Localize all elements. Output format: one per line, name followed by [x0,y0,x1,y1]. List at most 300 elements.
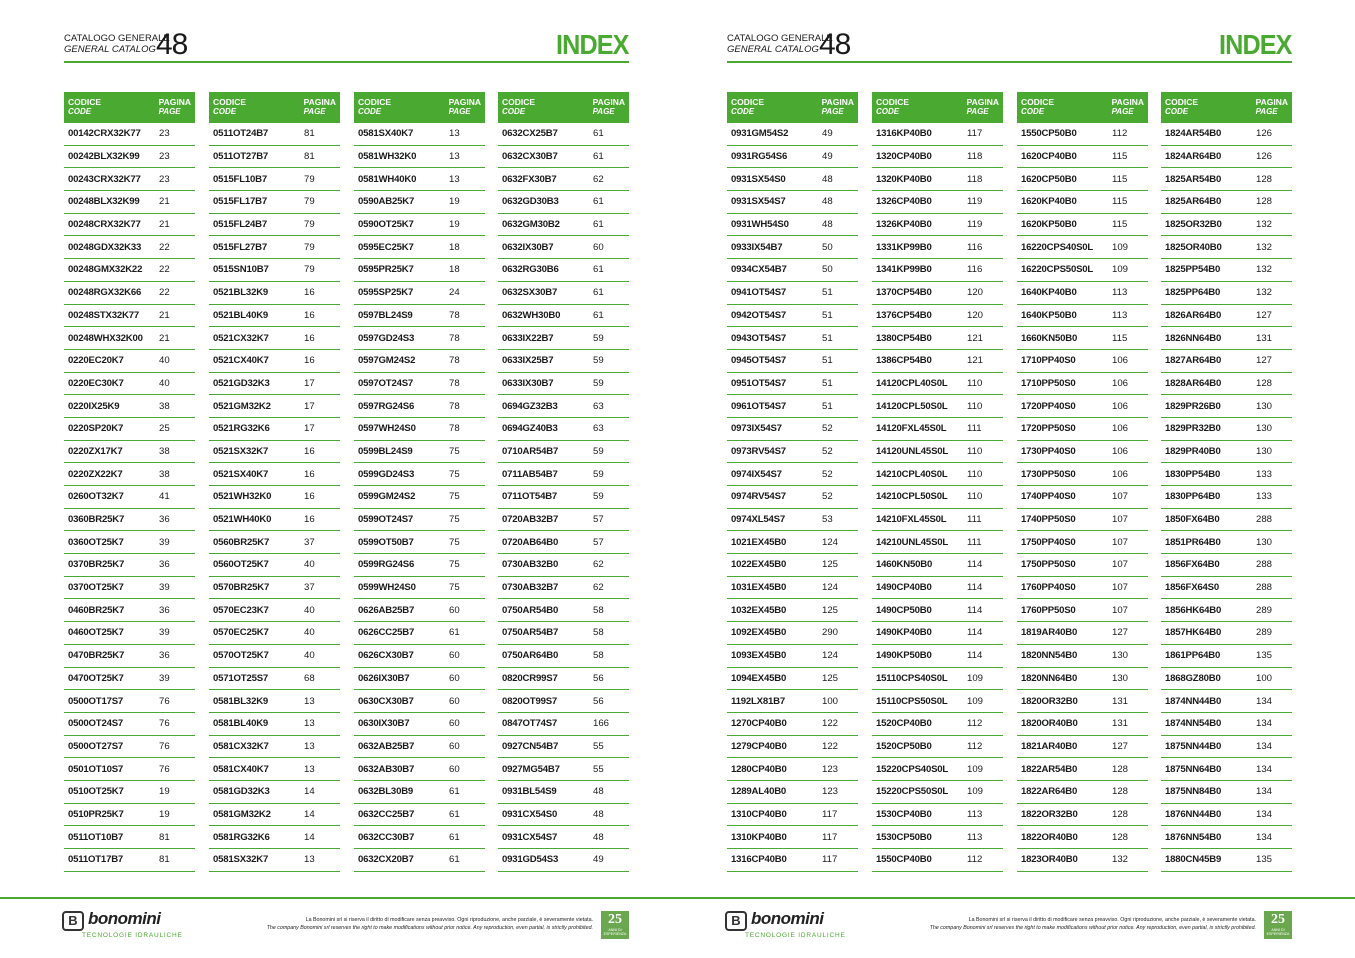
page-ref: 59 [593,377,604,389]
page-ref: 128 [1256,196,1273,208]
product-code: 14120UNL45S0L [876,445,949,457]
table-row [498,146,629,169]
product-code: 0931CX54S7 [502,831,558,843]
page-ref: 110 [967,445,983,457]
table-row [727,236,858,259]
catalog-label-en: GENERAL CATALOG [64,44,156,55]
page-ref: 106 [1112,377,1129,389]
product-code: 0847OT74S7 [502,718,558,730]
product-code: 0511OT27B7 [213,151,269,163]
index-table [872,92,1003,872]
product-code: 0581WH32K0 [358,151,417,163]
catalog-label-it: CATALOGO GENERALE [727,33,833,44]
product-code: 00248GMX32K22 [68,264,143,276]
table-header [727,92,858,123]
table-row [498,236,629,259]
product-code: 0521SX40K7 [213,468,269,480]
page-ref: 60 [593,241,604,253]
table-row [1017,804,1148,827]
product-code: 14210CPL40S0L [876,468,948,480]
page-ref: 49 [593,854,604,866]
page-ref: 126 [1256,128,1273,140]
product-code: 14120CPL40S0L [876,377,948,389]
table-row [1161,236,1292,259]
code-header-it: CODICE [358,97,392,107]
page-ref: 51 [822,332,833,344]
page-ref: 23 [159,128,170,140]
product-code: 0599WH24S0 [358,582,416,594]
table-row [1161,373,1292,396]
page-ref: 37 [304,536,315,548]
product-code: 1829PR40B0 [1165,445,1221,457]
product-code: 0521BL40K9 [213,309,269,321]
page-ref: 60 [449,672,460,684]
product-code: 15110CPS40S0L [876,672,948,684]
product-code: 0943OT54S7 [731,332,787,344]
page-header-en: PAGE [303,107,326,116]
page-ref: 125 [822,672,839,684]
page-ref: 114 [967,582,983,594]
table-row [1017,350,1148,373]
index-title: INDEX [556,29,629,60]
product-code: 1826AR64B0 [1165,309,1222,321]
product-code: 0632CX20B7 [358,854,414,866]
product-code: 0370BR25K7 [68,559,125,571]
page-header-en: PAGE [592,107,615,116]
page-ref: 132 [1256,264,1273,276]
product-code: 0599RG24S6 [358,559,415,571]
table-row [354,305,485,328]
product-code: 1022EX45B0 [731,559,787,571]
product-code: 0370OT25K7 [68,582,124,594]
table-row [354,804,485,827]
table-row [1017,758,1148,781]
table-row [498,350,629,373]
table-row [872,826,1003,849]
table-row [64,327,195,350]
table-header [64,92,195,123]
page-ref: 288 [1256,514,1273,526]
table-row [1017,259,1148,282]
page-ref: 120 [967,309,984,321]
badge-text: ANNI DI ESPERIENZA [1266,928,1290,936]
product-code: 1820NN54B0 [1021,650,1078,662]
table-row [872,668,1003,691]
table-row [64,531,195,554]
product-code: 00248BLX32K99 [68,196,140,208]
page-ref: 38 [159,445,170,457]
product-code: 1289AL40B0 [731,786,787,798]
table-row [209,395,340,418]
page-ref: 50 [822,241,833,253]
page-header-en: PAGE [1111,107,1134,116]
product-code: 0220EC20K7 [68,355,124,367]
table-row [64,441,195,464]
page-ref: 58 [593,627,604,639]
page-ref: 63 [593,423,604,435]
index-table [64,92,195,872]
product-code: 0632CX25B7 [502,128,558,140]
product-code: 1326KP40B0 [876,219,932,231]
table-row [209,123,340,146]
table-row [354,736,485,759]
page-ref: 121 [967,332,984,344]
product-code: 1620CP50B0 [1021,173,1077,185]
page-ref: 16 [304,445,315,457]
page-ref: 61 [593,196,604,208]
index-table [727,92,858,872]
page-ref: 109 [967,672,984,684]
product-code: 0511OT10B7 [68,831,124,843]
product-code: 1875NN44B0 [1165,740,1222,752]
table-row [872,214,1003,237]
table-row [354,123,485,146]
page-ref: 76 [159,740,170,752]
product-code: 0521WH32K0 [213,491,272,503]
table-row [1017,622,1148,645]
table-row [209,713,340,736]
table-row [209,146,340,169]
legal-notice-it: La Bonomini srl si riserva il diritto di modificare senza preavviso. Ogni riproduzione, anche parziale, è severamente vietata. [305,917,593,923]
table-row [209,509,340,532]
page-ref: 134 [1256,695,1273,707]
product-code: 1760PP50S0 [1021,604,1076,616]
table-row [727,486,858,509]
table-row [354,781,485,804]
table-row [354,554,485,577]
product-code: 0931CX54S0 [502,808,558,820]
product-code: 0581RG32K6 [213,831,270,843]
table-row [498,668,629,691]
table-row [498,690,629,713]
page-ref: 51 [822,287,833,299]
table-row [727,418,858,441]
product-code: 1823OR40B0 [1021,854,1078,866]
product-code: 0632CX30B7 [502,151,558,163]
page-ref: 115 [1112,219,1128,231]
page-ref: 110 [967,400,983,412]
product-code: 1822AR64B0 [1021,786,1078,798]
page-ref: 48 [593,831,604,843]
product-code: 0511OT24B7 [213,128,269,140]
table-row [727,758,858,781]
page-ref: 130 [1256,400,1273,412]
product-code: 0220IX25K9 [68,400,120,412]
table-row [872,236,1003,259]
page-ref: 48 [593,786,604,798]
page-ref: 16 [304,491,315,503]
table-row [872,123,1003,146]
page-left [0,0,677,958]
page-ref: 115 [1112,151,1128,163]
table-row [498,531,629,554]
page-ref: 40 [159,355,170,367]
page-header-it: PAGINA [966,97,999,107]
table-row [64,214,195,237]
product-code: 0961OT54S7 [731,400,787,412]
product-code: 1856FX64B0 [1165,559,1220,571]
table-row [209,463,340,486]
table-row [354,668,485,691]
page-ref: 132 [1112,854,1129,866]
product-code: 1370CP54B0 [876,287,932,299]
product-code: 0521GM32K2 [213,400,271,412]
page-ref: 106 [1112,468,1129,480]
table-row [64,486,195,509]
page-ref: 75 [449,559,460,571]
product-code: 1092EX45B0 [731,627,787,639]
page-ref: 51 [822,377,833,389]
page-ref: 130 [1256,423,1273,435]
product-code: 0750AR54B0 [502,604,559,616]
product-code: 0720AB32B7 [502,514,559,526]
page-header-it: PAGINA [1255,97,1288,107]
page-ref: 39 [159,536,170,548]
page-ref: 78 [449,423,460,435]
page-ref: 79 [304,219,315,231]
product-code: 0632IX30B7 [502,241,554,253]
table-row [209,373,340,396]
page-header-en: PAGE [966,107,989,116]
page-ref: 134 [1256,740,1273,752]
table-row [209,690,340,713]
table-row [872,804,1003,827]
product-code: 0694GZ40B3 [502,423,558,435]
product-code: 0581SX40K7 [358,128,414,140]
product-code: 1730PP40S0 [1021,445,1076,457]
page-ref: 109 [967,695,984,707]
table-row [209,418,340,441]
page-ref: 24 [449,287,460,299]
page-ref: 111 [967,514,982,526]
table-row [354,577,485,600]
product-code: 14210CPL50S0L [876,491,948,503]
table-row [209,804,340,827]
product-code: 1490CP40B0 [876,582,932,594]
header-divider [64,61,629,63]
product-code: 00142CRX32K77 [68,128,141,140]
page-ref: 126 [1256,151,1273,163]
page-ref: 81 [159,831,170,843]
product-code: 1720PP50S0 [1021,423,1076,435]
page-ref: 123 [822,763,839,775]
code-header-it: CODICE [876,97,910,107]
table-row [354,531,485,554]
page-ref: 124 [822,536,839,548]
page-ref: 114 [967,627,983,639]
page-ref: 57 [593,536,604,548]
product-code: 1825PP64B0 [1165,287,1221,299]
table-row [498,373,629,396]
code-header-en: CODE [876,107,900,116]
product-code: 0633IX22B7 [502,332,554,344]
product-code: 00243CRX32K77 [68,173,141,185]
page-ref: 17 [304,400,315,412]
table-row [209,350,340,373]
product-code: 1520CP50B0 [876,740,932,752]
table-row [1017,441,1148,464]
product-code: 1279CP40B0 [731,740,787,752]
page-ref: 81 [159,854,170,866]
product-code: 1620KP40B0 [1021,196,1077,208]
page-ref: 100 [1256,672,1273,684]
product-code: 1326CP40B0 [876,196,932,208]
table-row [354,259,485,282]
product-code: 0470BR25K7 [68,650,125,662]
table-row [354,236,485,259]
product-code: 0597RG24S6 [358,400,415,412]
page-ref: 13 [304,854,315,866]
table-row [209,668,340,691]
table-row [498,305,629,328]
anniversary-badge [601,911,629,939]
page-ref: 100 [822,695,839,707]
legal-notice [267,916,593,932]
page-ref: 36 [159,559,170,571]
page-ref: 23 [159,151,170,163]
product-code: 0942OT54S7 [731,309,787,321]
product-code: 0500OT27S7 [68,740,124,752]
table-row [1017,486,1148,509]
table-row [1161,577,1292,600]
table-row [354,168,485,191]
table-row [1017,168,1148,191]
code-header-it: CODICE [1165,97,1199,107]
page-ref: 61 [449,831,460,843]
page-ref: 39 [159,672,170,684]
page-header-it: PAGINA [158,97,191,107]
table-row [1017,146,1148,169]
table-row [872,713,1003,736]
page-ref: 128 [1256,173,1273,185]
page-ref: 48 [822,219,833,231]
table-row [354,441,485,464]
product-code: 14120CPL50S0L [876,400,948,412]
product-code: 1829PR26B0 [1165,400,1221,412]
index-title: INDEX [1219,29,1292,60]
page-ref: 106 [1112,445,1129,457]
table-row [354,373,485,396]
code-header-it: CODICE [1021,97,1055,107]
page-ref: 114 [967,650,983,662]
table-row [1161,690,1292,713]
page-ref: 21 [159,309,170,321]
page-ref: 121 [967,355,984,367]
page-ref: 38 [159,468,170,480]
table-row [498,191,629,214]
table-row [727,350,858,373]
table-row [354,622,485,645]
table-row [498,327,629,350]
product-code: 0581GM32K2 [213,808,271,820]
table-row [1161,168,1292,191]
page-ref: 124 [822,650,839,662]
table-row [872,599,1003,622]
table-row [1017,736,1148,759]
table-row [64,168,195,191]
table-row [727,622,858,645]
table-row [64,645,195,668]
product-code: 0730AB32B7 [502,582,559,594]
product-code: 0581BL40K9 [213,718,269,730]
table-row [1161,713,1292,736]
page-ref: 112 [967,854,983,866]
page-ref: 132 [1256,219,1273,231]
product-code: 0711AB54B7 [502,468,558,480]
page-ref: 130 [1256,536,1273,548]
product-code: 0945OT54S7 [731,355,787,367]
page-ref: 14 [304,808,315,820]
product-code: 1857HK64B0 [1165,627,1222,639]
product-code: 0711OT54B7 [502,491,558,503]
product-code: 0581WH40K0 [358,173,417,185]
page-ref: 110 [967,377,983,389]
page-ref: 109 [1112,264,1129,276]
page-ref: 51 [822,355,833,367]
page-ref: 130 [1112,672,1129,684]
table-row [1017,463,1148,486]
page-ref: 115 [1112,173,1128,185]
page-ref: 131 [1112,718,1129,730]
page-ref: 289 [1256,604,1273,616]
catalog-page-number: 48 [156,28,188,61]
table-row [872,327,1003,350]
table-row [727,736,858,759]
table-row [872,463,1003,486]
table-row [1161,305,1292,328]
page-ref: 61 [593,219,604,231]
product-code: 0590OT25K7 [358,219,414,231]
table-row [872,373,1003,396]
table-row [209,622,340,645]
page-ref: 22 [159,241,170,253]
product-code: 1310CP40B0 [731,808,787,820]
table-row [498,781,629,804]
product-code: 0515FL17B7 [213,196,267,208]
table-row [498,395,629,418]
table-row [354,214,485,237]
product-code: 1830PP54B0 [1165,468,1221,480]
product-code: 1828AR64B0 [1165,377,1222,389]
page-ref: 63 [593,400,604,412]
product-code: 0597BL24S9 [358,309,413,321]
product-code: 1380CP54B0 [876,332,932,344]
table-row [354,282,485,305]
page-ref: 18 [449,264,460,276]
product-code: 1819AR40B0 [1021,627,1078,639]
product-code: 1760PP40S0 [1021,582,1076,594]
table-row [1161,804,1292,827]
page-ref: 18 [449,241,460,253]
page-ref: 61 [593,264,604,276]
product-code: 0597GD24S3 [358,332,415,344]
table-row [872,418,1003,441]
table-row [498,441,629,464]
page-ref: 19 [159,786,170,798]
product-code: 0974RV54S7 [731,491,786,503]
table-row [1017,395,1148,418]
badge-number: 25 [1271,912,1285,927]
table-row [1017,554,1148,577]
page-ref: 122 [822,740,839,752]
product-code: 0633IX25B7 [502,355,554,367]
product-code: 1750PP40S0 [1021,536,1076,548]
product-code: 0599OT50B7 [358,536,414,548]
page-ref: 123 [822,786,839,798]
page-ref: 117 [967,128,983,140]
table-row [872,645,1003,668]
page-ref: 50 [822,264,833,276]
